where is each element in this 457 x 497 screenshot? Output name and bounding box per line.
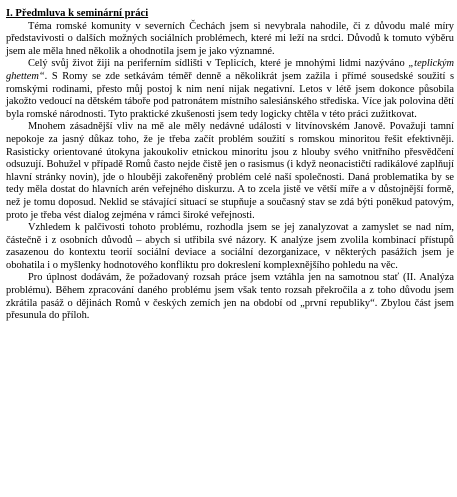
document-page (6, 8, 454, 323)
section-heading: I. Předmluva k seminární práci (6, 8, 149, 19)
paragraph-5-text: Pro úplnost dodávám, že požadovaný rozsah práce jsem vztáhla jen na samotnou stať (II. Analýza problému). Během zpracování daného problému jsem však tento rozsah překročila a z toho důvodu jsem zkrátila pasáž o dějinách Romů v českých zemích jen na období od „první republiky“. Zbylou část jsem přesunula do příloh. (6, 272, 454, 322)
paragraph-4 (6, 222, 454, 272)
paragraph-1-text: Téma romské komunity v severních Čechách jsem si nevybrala nahodile, či z důvodu malé míry představivosti o dalších možných sociálních problémech, které mi leží na srdci. Důvodů k tomuto výběru jsem ale měla hned několik a ohodnotila jsem je jako významné. (6, 20, 454, 57)
paragraph-3-text: Mnohem zásadnější vliv na mě ale měly nedávné události v litvínovském Janově. Považuji tamní nepokoje za jasný důkaz toho, že je třeba začít problém soužití s romskou minoritou řešit efektivněji. Rasisticky orientované útokyna jakoukoliv etnickou minoritu jsou z hlouby svého vnitřního přesvědčení odsuzují. Bohužel v případě Romů často nejde čistě jen o rasismus (i když neonacističtí radikálové zaplňují hlavní stránky novin), jde o hlouběji zakořeněný problém celé naší společnosti. Daná problematika by se tedy měla dostat do hlavních arén veřejného diskurzu. A to zcela jistě ve větší míře a v důstojnější formě, než je tomu doposud. Neklid se stávající situací se stupňuje a současný stav se zdá býti poněkud patovým, proto je třeba vést dialog zejména v rámci široké veřejnosti. (6, 121, 454, 221)
paragraph-1 (6, 21, 454, 59)
paragraph-2-italic-term: „teplickým ghettem“ (6, 58, 454, 82)
paragraph-5 (6, 272, 454, 322)
paragraph-2-text-a: Celý svůj život žiji na periferním sídlišti v Teplicích, které je mnohými lidmi nazýváno (28, 58, 409, 70)
paragraph-3 (6, 121, 454, 222)
paragraph-4-text: Vzhledem k palčivosti tohoto problému, rozhodla jsem se jej zanalyzovat a zamyslet se nad ním, částečně i z osobních důvodů – abych si utřibila své názory. K analýze jsem zvolila kombinací přístupů zasazenou do kontextu teorií sociální deviace a sociální dezorganizace, v některých pasážích jsem je obohatila i o myšlenky hodnotového konfliktu pro dokreslení komplexnějšího pohledu na věc. (6, 222, 454, 271)
paragraph-2 (6, 58, 454, 121)
paragraph-2-text-b: . S Romy se zde setkávám téměř denně a několikrát jsem zažila i přímé sousedské soužití s romskými rodinami, přesto můj postoj k nim není nijak negativní. Letos v létě jsem dokonce působila jakožto vedoucí na dětském táboře pod patronátem místního salesiánského střediska. Více jak polovina dětí byla romské národnosti. Tyto praktické zkušenosti jsem tedy logicky chtěla v této práci zužitkovat. (6, 70, 454, 120)
